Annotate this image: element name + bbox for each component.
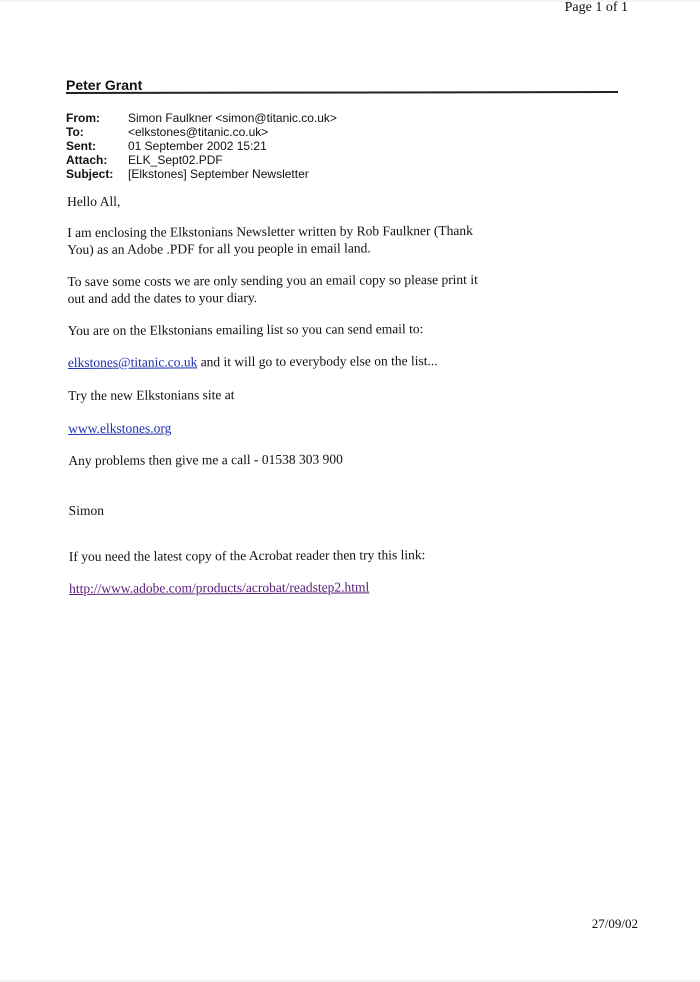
acrobat-url-line — [69, 578, 509, 597]
site-url-line — [68, 418, 508, 437]
email-headers — [66, 111, 337, 181]
header-label: From: — [66, 111, 100, 125]
header-value: Simon Faulkner <simon@titanic.co.uk> — [128, 111, 337, 125]
header-value: <elkstones@titanic.co.uk> — [128, 125, 269, 139]
header-value: ELK_Sept02.PDF — [128, 153, 223, 167]
date-stamp: 27/09/02 — [591, 916, 638, 931]
header-to — [66, 125, 337, 139]
header-label: Subject: — [66, 167, 114, 181]
header-value: [Elkstones] September Newsletter — [128, 167, 309, 181]
site-url-link[interactable]: www.elkstones.org — [68, 420, 172, 436]
header-label: Sent: — [66, 139, 96, 153]
list-email-line — [68, 352, 508, 371]
greeting: Hello All, — [67, 193, 121, 209]
site-intro: Try the new Elkstonians site at — [68, 387, 235, 403]
header-from — [66, 111, 337, 125]
page-number: Page 1 of 1 — [564, 0, 628, 15]
acrobat-url-link[interactable]: http://www.adobe.com/products/acrobat/readstep2.html — [69, 579, 370, 596]
list-email-suffix: and it will go to everybody else on the list... — [197, 353, 438, 370]
body-line: I am enclosing the Elkstonians Newsletter written by Rob Faulkner (Thank — [67, 222, 473, 240]
header-subject — [66, 167, 337, 181]
list-email-link[interactable]: elkstones@titanic.co.uk — [67, 354, 198, 370]
body-line: To save some costs we are only sending you an email copy so please print it — [67, 271, 478, 289]
header-attach — [66, 153, 337, 167]
mailbox-owner-name: Peter Grant — [66, 77, 143, 93]
header-divider — [66, 91, 618, 94]
acrobat-intro: If you need the latest copy of the Acrobat reader then try this link: — [68, 547, 426, 564]
header-value: 01 September 2002 15:21 — [128, 139, 267, 153]
body-line: You) as an Adobe .PDF for all you people in email land. — [67, 240, 371, 257]
problems-line: Any problems then give me a call - 01538 303 900 — [68, 451, 343, 468]
header-sent — [66, 139, 337, 153]
email-body — [67, 191, 507, 596]
body-line: You are on the Elkstonians emailing list so you can send email to: — [67, 321, 424, 338]
header-label: To: — [66, 125, 84, 139]
header-label: Attach: — [66, 153, 108, 167]
signature: Simon — [68, 502, 104, 518]
body-line: out and add the dates to your diary. — [67, 290, 258, 306]
